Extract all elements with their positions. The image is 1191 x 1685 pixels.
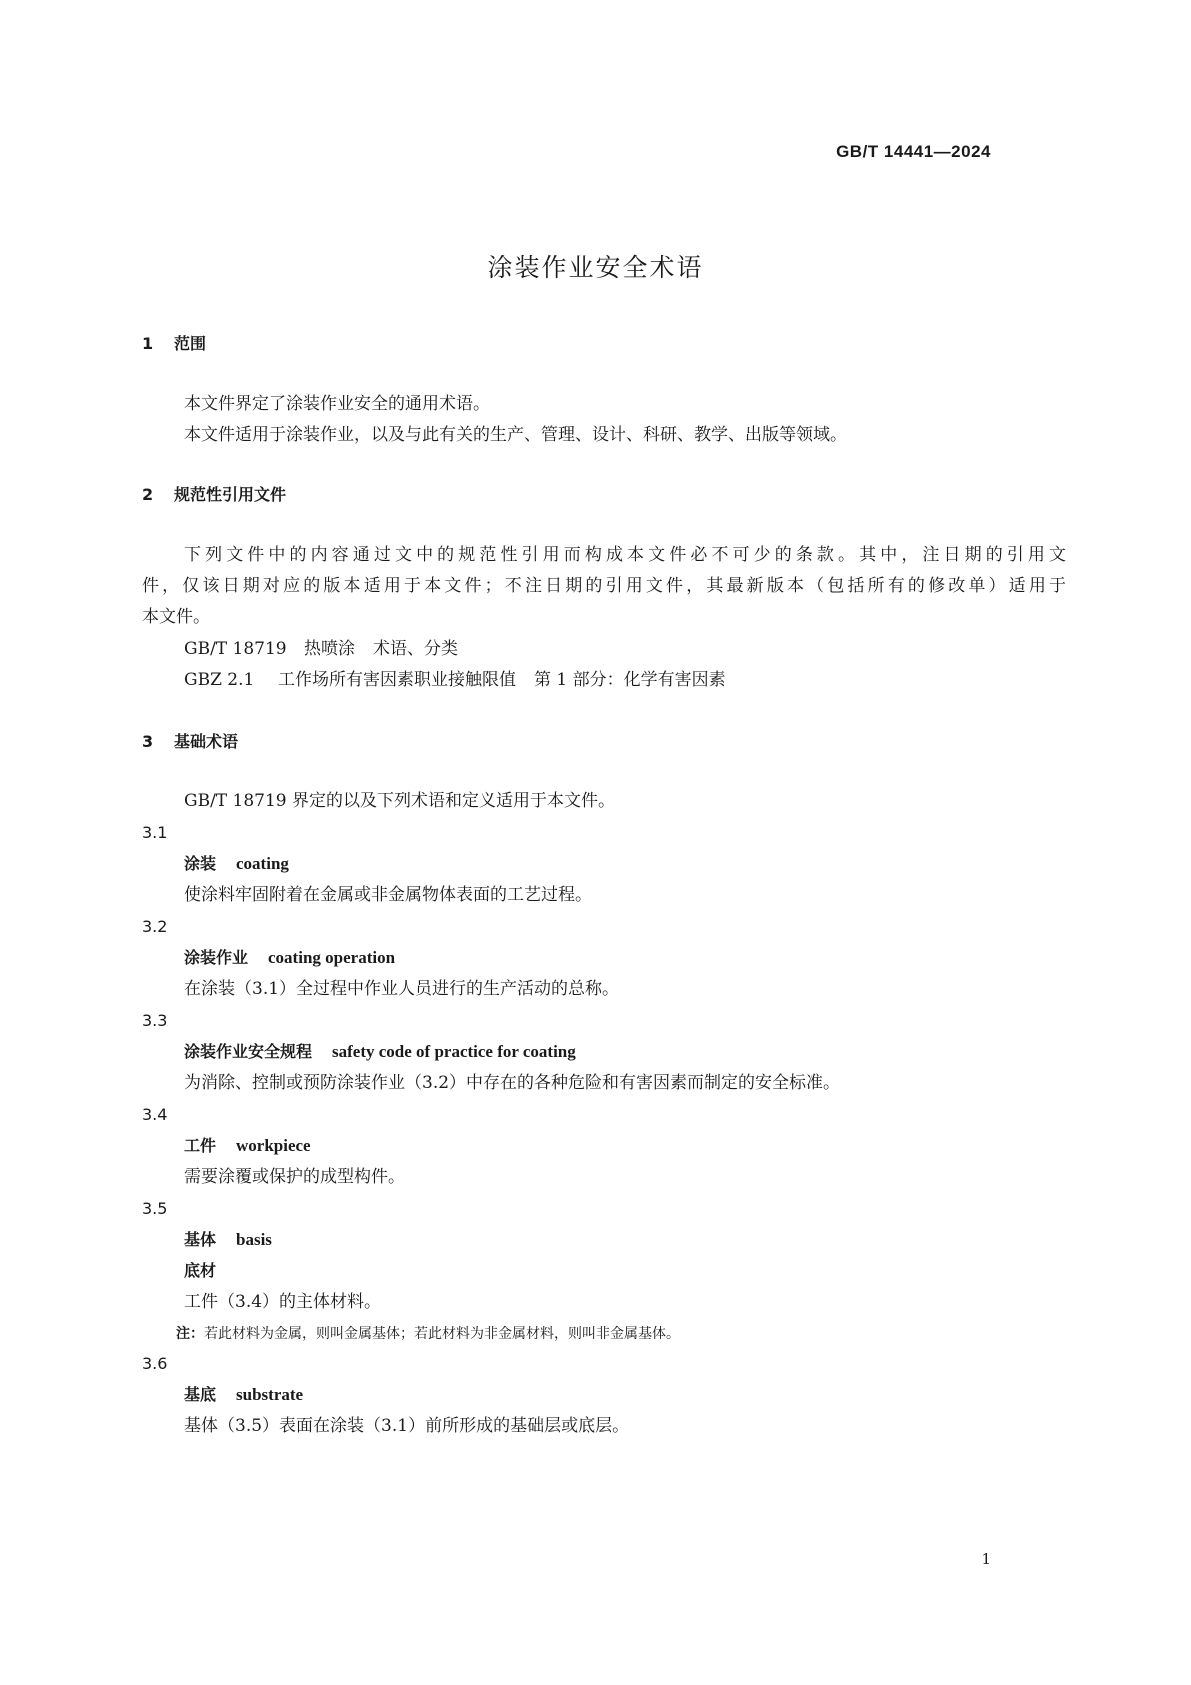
section-number: 1 bbox=[142, 334, 154, 353]
term-zh: 涂装 bbox=[184, 854, 217, 873]
term-number: 3.1 bbox=[142, 823, 168, 842]
reference-title: 工作场所有害因素职业接触限值 bbox=[278, 670, 516, 690]
paragraph-line: 件，仅该日期对应的版本适用于本文件；不注日期的引用文件，其最新版本（包括所有的修改单）适用于 bbox=[142, 576, 1066, 596]
paragraph-line: 本文件。 bbox=[142, 607, 210, 627]
section-intro: GB/T 18719 界定的以及下列术语和定义适用于本文件。 bbox=[184, 791, 616, 811]
section-title: 规范性引用文件 bbox=[174, 485, 287, 504]
term-number: 3.6 bbox=[142, 1354, 168, 1373]
reference-code: GBZ 2.1 bbox=[184, 670, 255, 690]
term-name bbox=[184, 1384, 303, 1406]
paragraph-line: 下列文件中的内容通过文中的规范性引用而构成本文件必不可少的条款。其中，注日期的引用文 bbox=[184, 545, 1066, 565]
term-name bbox=[184, 853, 289, 875]
term-en: basis bbox=[236, 1230, 272, 1249]
section-number: 2 bbox=[142, 485, 154, 504]
term-zh: 工件 bbox=[184, 1136, 217, 1155]
reference-subtitle: 第 1 部分：化学有害因素 bbox=[534, 670, 726, 690]
reference-code: GB/T 18719 bbox=[184, 639, 287, 659]
term-number: 3.5 bbox=[142, 1199, 168, 1218]
document-title: 涂装作业安全术语 bbox=[487, 253, 704, 282]
term-definition: 使涂料牢固附着在金属或非金属物体表面的工艺过程。 bbox=[184, 885, 592, 905]
reference-item bbox=[184, 638, 458, 660]
term-definition: 需要涂覆或保护的成型构件。 bbox=[184, 1167, 405, 1187]
term-en: workpiece bbox=[236, 1136, 311, 1155]
reference-title: 热喷涂 bbox=[304, 639, 355, 659]
section-2-heading bbox=[142, 484, 286, 506]
section-3-heading bbox=[142, 731, 238, 753]
term-definition: 为消除、控制或预防涂装作业（3.2）中存在的各种危险和有害因素而制定的安全标准。 bbox=[184, 1073, 841, 1093]
term-zh: 基体 bbox=[184, 1230, 217, 1249]
note-label: 注： bbox=[176, 1326, 204, 1342]
term-number: 3.2 bbox=[142, 917, 168, 936]
term-note bbox=[176, 1323, 680, 1345]
term-zh: 基底 bbox=[184, 1385, 217, 1404]
section-1-heading bbox=[142, 333, 206, 355]
term-definition: 基体（3.5）表面在涂装（3.1）前所形成的基础层或底层。 bbox=[184, 1416, 630, 1436]
term-number: 3.3 bbox=[142, 1011, 168, 1030]
page-number: 1 bbox=[981, 1550, 991, 1568]
term-zh: 涂装作业 bbox=[184, 948, 249, 967]
term-definition: 工件（3.4）的主体材料。 bbox=[184, 1292, 382, 1312]
term-name bbox=[184, 1229, 272, 1251]
section-title: 基础术语 bbox=[174, 732, 239, 751]
note-text: 若此材料为金属，则叫金属基体；若此材料为非金属材料，则叫非金属基体。 bbox=[204, 1326, 680, 1342]
term-en: coating bbox=[236, 854, 289, 873]
section-title: 范围 bbox=[174, 334, 207, 353]
term-zh: 涂装作业安全规程 bbox=[184, 1042, 313, 1061]
term-en: substrate bbox=[236, 1385, 304, 1404]
term-synonym bbox=[184, 1260, 216, 1282]
term-en: coating operation bbox=[268, 948, 396, 967]
term-name bbox=[184, 1135, 311, 1157]
term-name bbox=[184, 947, 395, 969]
paragraph: 本文件适用于涂装作业，以及与此有关的生产、管理、设计、科研、教学、出版等领域。 bbox=[184, 425, 847, 445]
reference-subtitle: 术语、分类 bbox=[373, 639, 458, 659]
term-synonym-zh: 底材 bbox=[184, 1261, 217, 1280]
paragraph: 本文件界定了涂装作业安全的通用术语。 bbox=[184, 394, 490, 414]
term-number: 3.4 bbox=[142, 1105, 168, 1124]
reference-item bbox=[184, 669, 726, 691]
document-code: GB/T 14441—2024 bbox=[836, 142, 991, 161]
term-en: safety code of practice for coating bbox=[332, 1042, 576, 1061]
term-name bbox=[184, 1041, 576, 1063]
section-number: 3 bbox=[142, 732, 154, 751]
term-definition: 在涂装（3.1）全过程中作业人员进行的生产活动的总称。 bbox=[184, 979, 620, 999]
